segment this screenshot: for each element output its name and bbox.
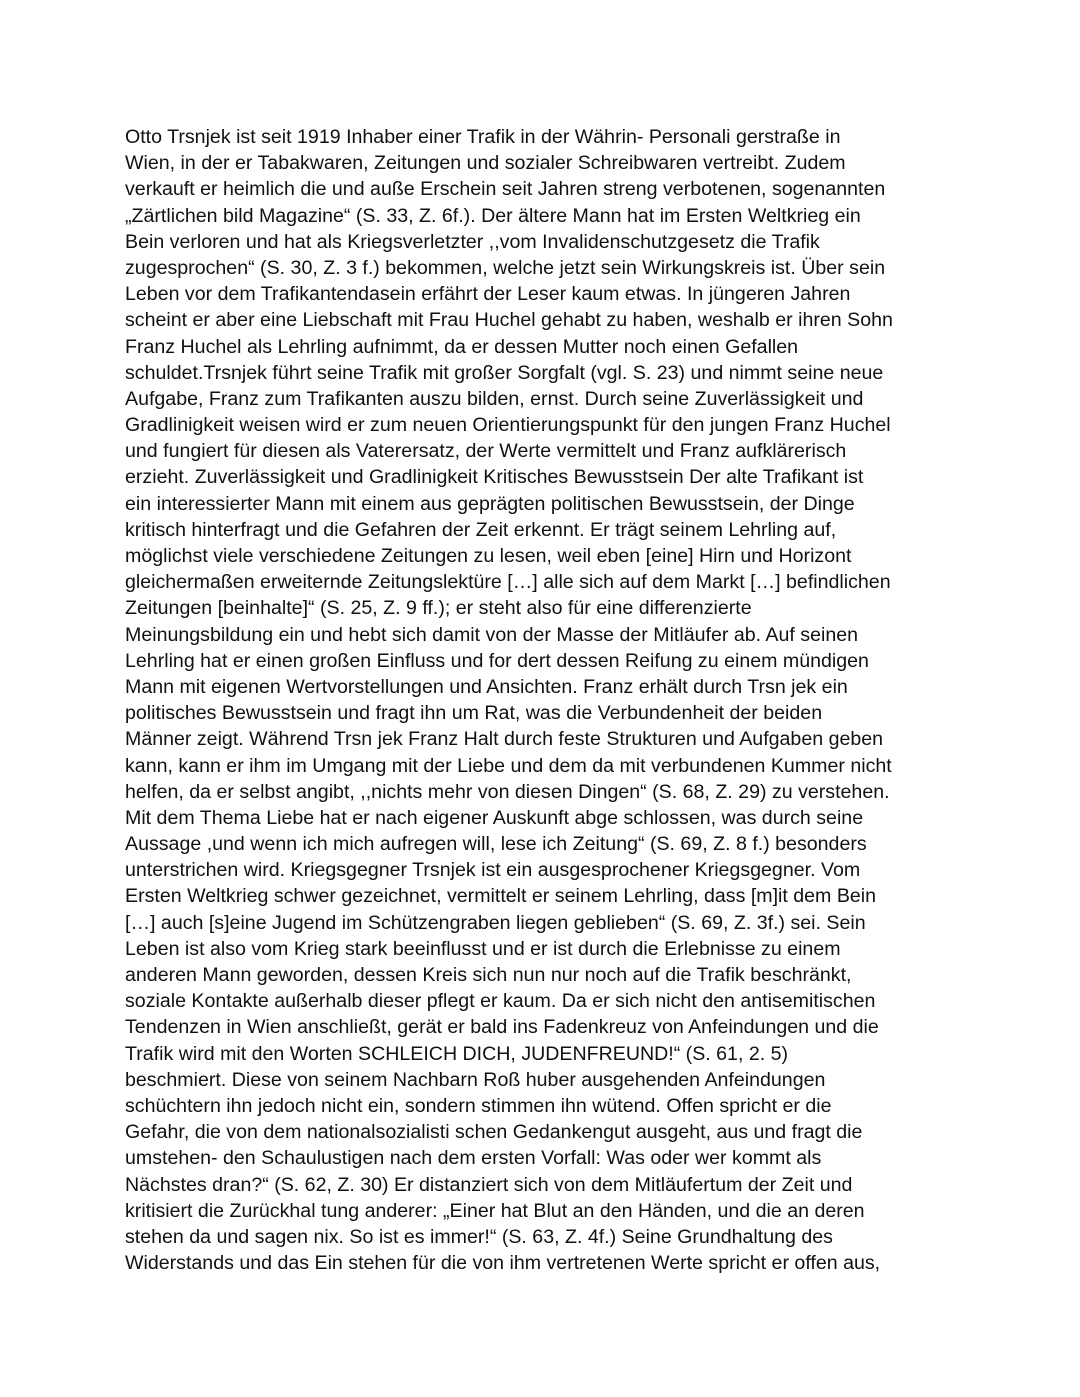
text-line: scheint er aber eine Liebschaft mit Frau Huchel gehabt zu haben, weshalb er ihren Sohn [125, 309, 893, 332]
text-line: Franz Huchel als Lehrling aufnimmt, da er dessen Mutter noch einen Gefallen [125, 335, 799, 358]
text-line: Widerstands und das Ein stehen für die von ihm vertretenen Werte spricht er offen aus, [125, 1252, 881, 1275]
text-line: verkauft er heimlich die und auße Erschein seit Jahren streng verbotenen, sogenannten [125, 178, 886, 201]
text-line: Leben vor dem Trafikantendasein erfährt der Leser kaum etwas. In jüngeren Jahren [125, 283, 851, 306]
text-line: stehen da und sagen nix. So ist es immer!“ (S. 63, Z. 4f.) Seine Grundhaltung des [125, 1225, 833, 1248]
text-line: Wien, in der er Tabakwaren, Zeitungen und sozialer Schreibwaren vertreibt. Zudem [125, 152, 846, 175]
text-line: Leben ist also vom Krieg stark beeinflusst und er ist durch die Erlebnisse zu einem [125, 937, 841, 960]
text-line: unterstrichen wird. Kriegsgegner Trsnjek ist ein ausgesprochener Kriegsgegner. Vom [125, 859, 861, 882]
text-line: und fungiert für diesen als Vaterersatz, der Werte vermittelt und Franz aufklärerisch [125, 440, 847, 463]
text-line: Tendenzen in Wien anschließt, gerät er bald ins Fadenkreuz von Anfeindungen und die [125, 1016, 879, 1039]
text-line: ein interessierter Mann mit einem aus geprägten politischen Bewusstsein, der Dinge [125, 492, 855, 515]
text-line: gleichermaßen erweiternde Zeitungslektüre […] alle sich auf dem Markt […] befindlichen [125, 571, 891, 594]
text-line: Mit dem Thema Liebe hat er nach eigener Auskunft abge schlossen, was durch seine [125, 806, 864, 829]
text-line: Aufgabe, Franz zum Trafikanten auszu bilden, ernst. Durch seine Zuverlässigkeit und [125, 387, 864, 410]
text-line: umstehen- den Schaulustigen nach dem ersten Vorfall: Was oder wer kommt als [125, 1147, 822, 1170]
text-line: Aussage ,und wenn ich mich aufregen will, lese ich Zeitung“ (S. 69, Z. 8 f.) besonders [125, 833, 867, 856]
text-line: „Zärtlichen bild Magazine“ (S. 33, Z. 6f.). Der ältere Mann hat im Ersten Weltkrieg ein [125, 204, 861, 227]
text-line: helfen, da er selbst angibt, ,,nichts mehr von diesen Dingen“ (S. 68, Z. 29) zu verstehen. [125, 780, 890, 803]
body-text [125, 124, 975, 1276]
text-line: Männer zeigt. Während Trsn jek Franz Halt durch feste Strukturen und Aufgaben geben [125, 728, 884, 751]
text-line: schüchtern ihn jedoch nicht ein, sondern stimmen ihn wütend. Offen spricht er die [125, 1094, 832, 1117]
text-line: Zeitungen [beinhalte]“ (S. 25, Z. 9 ff.); er steht also für eine differenzierte [125, 597, 752, 620]
text-line: kritisch hinterfragt und die Gefahren der Zeit erkennt. Er trägt seinem Lehrling auf, [125, 518, 837, 541]
text-line: Bein verloren und hat als Kriegsverletzter ,,vom Invalidenschutzgesetz die Trafik [125, 230, 820, 253]
text-line: möglichst viele verschiedene Zeitungen zu lesen, weil eben [eine] Hirn und Horizont [125, 545, 852, 567]
text-line: Meinungsbildung ein und hebt sich damit von der Masse der Mitläufer ab. Auf seinen [125, 623, 859, 646]
text-line: soziale Kontakte außerhalb dieser pflegt er kaum. Da er sich nicht den antisemitischen [125, 990, 876, 1013]
text-line: […] auch [s]eine Jugend im Schützengraben liegen geblieben“ (S. 69, Z. 3f.) sei. Sein [125, 911, 866, 934]
text-line: Gradlinigkeit weisen wird er zum neuen Orientierungspunkt für den jungen Franz Huchel [125, 414, 891, 437]
text-line: Otto Trsnjek ist seit 1919 Inhaber einer Trafik in der Währin- Personali gerstraße in [125, 126, 841, 148]
text-line: zugesprochen“ (S. 30, Z. 3 f.) bekommen, welche jetzt sein Wirkungskreis ist. Über sein [125, 256, 886, 279]
text-line: kritisiert die Zurückhal tung anderer: „Einer hat Blut an den Händen, und die an deren [125, 1199, 865, 1222]
text-line: Ersten Weltkrieg schwer gezeichnet, vermittelt er seinem Lehrling, dass [m]it dem Bein [125, 885, 877, 908]
text-line: politisches Bewusstsein und fragt ihn um Rat, was die Verbundenheit der beiden [125, 702, 823, 725]
text-line: Trafik wird mit den Worten SCHLEICH DICH, JUDENFREUND!“ (S. 61, 2. 5) [125, 1042, 789, 1065]
text-line: schuldet.Trsnjek führt seine Trafik mit großer Sorgfalt (vgl. S. 23) und nimmt seine neue [125, 361, 884, 384]
text-line: Lehrling hat er einen großen Einfluss und for dert dessen Reifung zu einem mündigen [125, 649, 869, 672]
text-line: Nächstes dran?“ (S. 62, Z. 30) Er distanziert sich von dem Mitläufertum der Zeit und [125, 1173, 853, 1196]
text-line: anderen Mann geworden, dessen Kreis sich nun nur noch auf die Trafik beschränkt, [125, 964, 852, 986]
text-line: erzieht. Zuverlässigkeit und Gradlinigkeit Kritisches Bewusstsein Der alte Trafikant ist [125, 466, 864, 489]
text-line: beschmiert. Diese von seinem Nachbarn Roß huber ausgehenden Anfeindungen [125, 1068, 826, 1091]
text-line: Gefahr, die von dem nationalsozialisti schen Gedankengut ausgeht, aus und fragt die [125, 1121, 863, 1144]
text-line: kann, kann er ihm im Umgang mit der Liebe und dem da mit verbundenen Kummer nicht [125, 754, 892, 777]
text-line: Mann mit eigenen Wertvorstellungen und Ansichten. Franz erhält durch Trsn jek ein [125, 675, 848, 698]
